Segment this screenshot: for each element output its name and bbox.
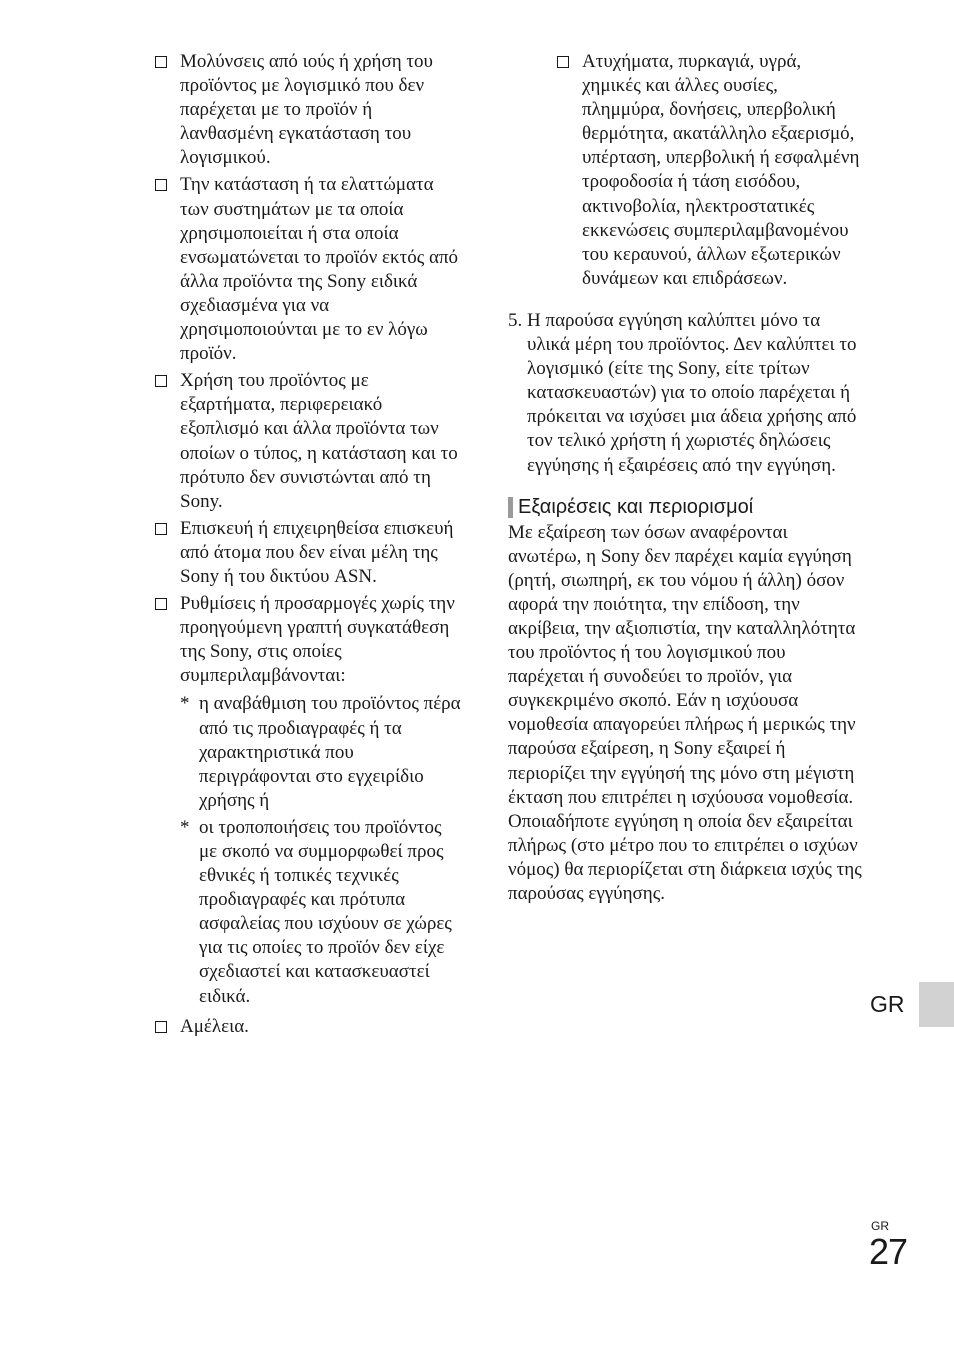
right-column xyxy=(508,50,862,906)
list-item-text: Αμέλεια. xyxy=(180,1015,249,1037)
side-tab-label: GR xyxy=(870,991,905,1017)
list-item-text: Την κατάσταση ή τα ελαττώματα των συστημάτων με τα οποία χρησιμοποιείται ή στα οποία ενσωματώνεται το προϊόν εκτός από άλλα προϊόντα της Sony ειδικά σχεδιασμένα για να χρησιμοποιούνται με το εν λόγω προϊόν. xyxy=(180,174,459,365)
checkbox-square-icon xyxy=(557,56,569,68)
list-item xyxy=(153,517,463,589)
asterisk-bullet-icon: * xyxy=(180,816,190,838)
list-item xyxy=(153,50,463,170)
body-paragraph: Με εξαίρεση των όσων αναφέρονται ανωτέρω, η Sony δεν παρέχει καμία εγγύηση (ρητή, σιωπηρή, εκ του νόμου ή άλλη) όσον αφορά την ποιότητα, την επίδοση, την ακρίβεια, την αξιοπιστία, την καταλληλότητα του προϊόντος ή του λογισμικού που παρέχεται ή συνοδεύει το προϊόν, για συγκεκριμένο σκοπό. Εάν η ισχύουσα νομοθεσία απαγορεύει πλήρως ή μερικώς την παρούσα εξαίρεση, η Sony εξαιρεί ή περιορίζει την εγγύησή της μόνο στη μέγιστη έκταση που επιτρέπει η ισχύουσα νομοθεσία. Οποιαδήποτε εγγύηση η οποία δεν εξαιρείται πλήρως (στο μέτρο που το επιτρέπει ο ισχύων νόμος) θα περιορίζεται στη διάρκεια ισχύς της παρούσας εγγύησης. xyxy=(508,521,862,904)
section-heading-text: Εξαιρέσεις και περιορισμοί xyxy=(518,495,754,518)
asterisk-bullet-icon: * xyxy=(180,693,190,715)
sub-list-item xyxy=(180,692,463,812)
side-tab xyxy=(919,982,954,1027)
list-item-text: Ρυθμίσεις ή προσαρμογές χωρίς την προηγούμενη γραπτή συγκατάθεση της Sony, στις οποίες συμπεριλαμβάνονται: xyxy=(180,593,455,687)
sub-list xyxy=(180,692,463,1008)
checkbox-square-icon xyxy=(155,523,167,535)
checkbox-square-icon xyxy=(155,375,167,387)
checkbox-square-icon xyxy=(155,179,167,191)
sub-list-item xyxy=(180,816,463,1009)
list-item-text: Μολύνσεις από ιούς ή χρήση του προϊόντος με λογισμικό που δεν παρέχεται με το προϊόν ή λανθασμένη εγκατάσταση του λογισμικού. xyxy=(180,51,433,169)
sub-list-item-text: οι τροποποιήσεις του προϊόντος με σκοπό να συμμορφωθεί προς εθνικές ή τοπικές τεχνικές προδιαγραφές και πρότυπα ασφαλείας που ισχύουν σε χώρες για τις οποίες το προϊόν δεν είχε σχεδιαστεί και κατασκευαστεί ειδικά. xyxy=(199,816,452,1007)
checkbox-square-icon xyxy=(155,56,167,68)
list-item xyxy=(153,1015,463,1039)
list-item-text: Επισκευή ή επιχειρηθείσα επισκευή από άτομα που δεν είναι μέλη της Sony ή του δικτύου ASN. xyxy=(180,517,454,587)
list-item-content xyxy=(180,592,463,1012)
page-language: GR xyxy=(871,1219,889,1233)
page-number: 27 xyxy=(869,1231,908,1272)
list-item xyxy=(153,173,463,366)
list-item xyxy=(153,592,463,1012)
list-item xyxy=(555,50,862,291)
heading-bar-icon xyxy=(508,497,513,518)
list-item xyxy=(153,369,463,514)
numbered-item-text: Η παρούσα εγγύηση καλύπτει μόνο τα υλικά μέρη του προϊόντος. Δεν καλύπτει το λογισμικό (είτε της Sony, είτε τρίτων κατασκευαστών) για το οποίο παρέχεται ή πρόκειται να ισχύσει μια άδεια χρήσης από τον τελικό χρήστη ή χωριστές δηλώσεις εγγύησης ή εξαιρέσεις από την εγγύηση. xyxy=(527,309,857,476)
section-heading xyxy=(508,496,862,519)
left-column xyxy=(153,50,463,1042)
checkbox-square-icon xyxy=(155,1021,167,1033)
numbered-item xyxy=(508,309,862,478)
list-item-text: Ατυχήματα, πυρκαγιά, υγρά, χημικές και άλλες ουσίες, πλημμύρα, δονήσεις, υπερβολική θερμότητα, ακατάλληλο εξαερισμό, υπέρταση, υπερβολική ή εσφαλμένη τροφοδοσία ή τάση εισόδου, ακτινοβολία, ηλεκτροστατικές εκκενώσεις συμπεριλαμβανομένου του κεραυνού, άλλων εξωτερικών δυνάμεων και επιδράσεων. xyxy=(582,51,860,289)
list-item-text: Χρήση του προϊόντος με εξαρτήματα, περιφερειακό εξοπλισμό και άλλα προϊόντα των οποίων ο τύπος, η κατάσταση και το πρότυπο δεν συνιστώνται από τη Sony. xyxy=(180,370,458,512)
item-number: 5. xyxy=(508,309,523,331)
sub-list-item-text: η αναβάθμιση του προϊόντος πέρα από τις προδιαγραφές ή τα χαρακτηριστικά που περιγράφονται στο εγχειρίδιο χρήσης ή xyxy=(199,693,461,811)
checkbox-square-icon xyxy=(155,598,167,610)
